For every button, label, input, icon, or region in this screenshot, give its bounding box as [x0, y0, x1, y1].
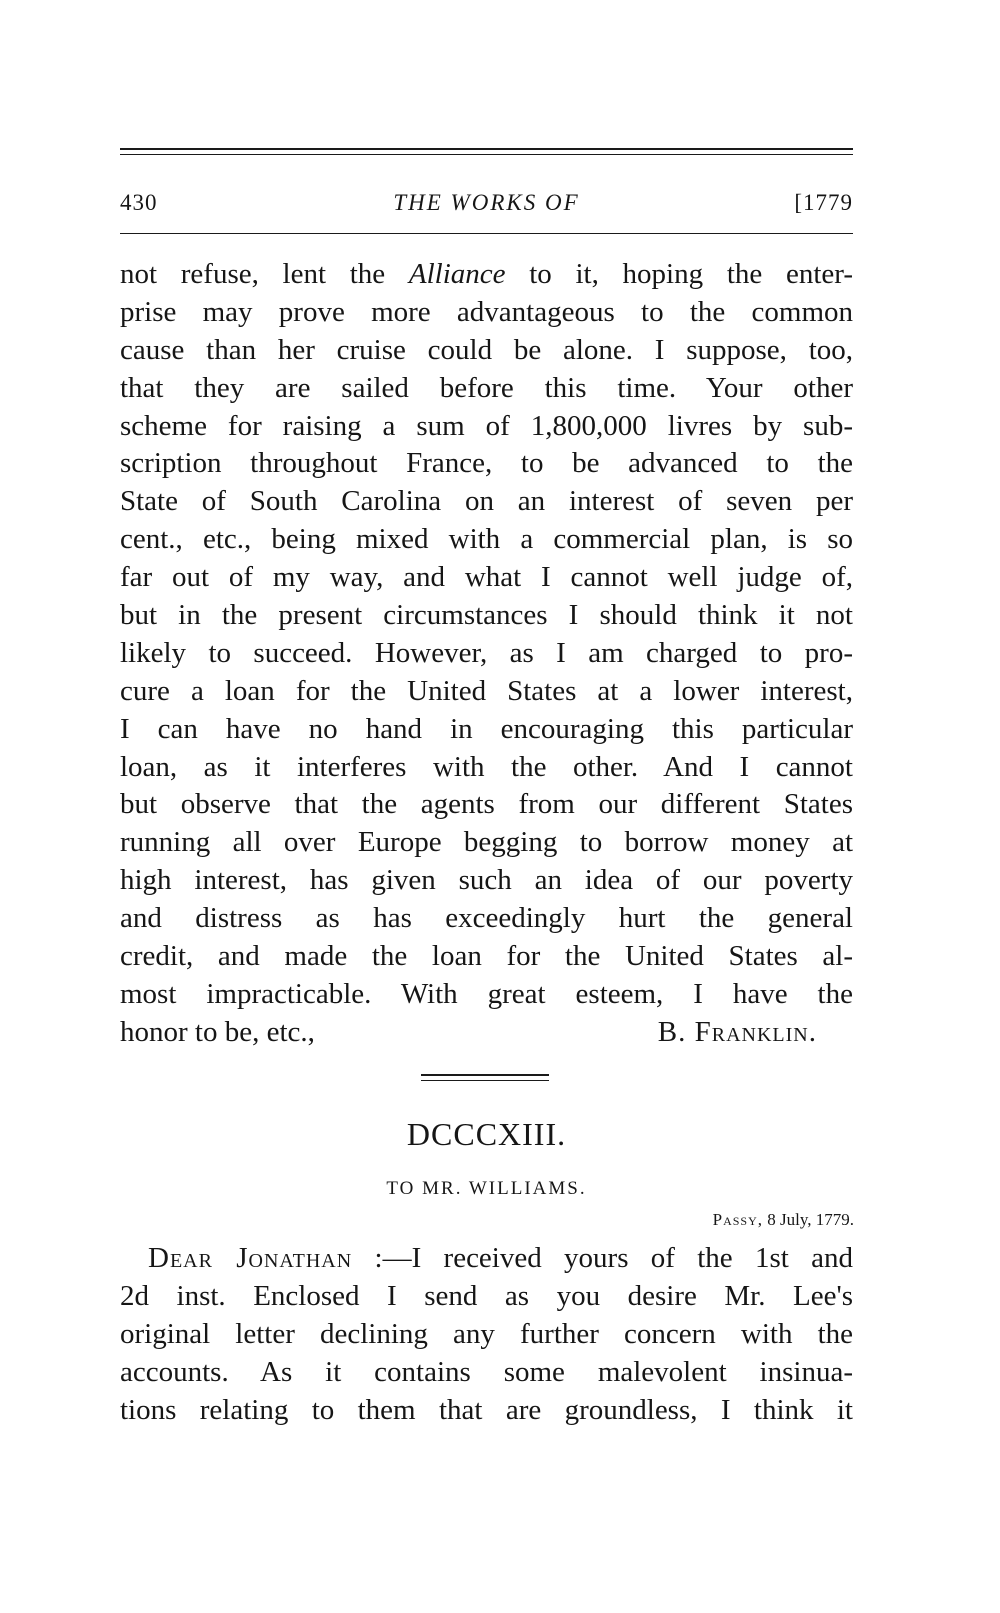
text-line: credit, and made the loan for the United States al-: [120, 940, 853, 973]
main-text: [120, 256, 853, 1052]
text-line: far out of my way, and what I cannot well judge of,: [120, 561, 853, 594]
header-rule: [120, 233, 853, 234]
letter-number: DCCCXIII.: [406, 1116, 567, 1152]
text-line: but observe that the agents from our different States: [120, 788, 853, 821]
letter-place: Passy,: [712, 1210, 763, 1229]
running-header: [120, 190, 853, 224]
text-line: Dear Jonathan :—I received yours of the 1st and: [148, 1242, 854, 1274]
ship-name: Alliance: [408, 258, 506, 290]
text-line: prise may prove more advantageous to the common: [120, 295, 853, 328]
text-line: 2d inst. Enclosed I send as you desire Mr. Lee's: [120, 1279, 853, 1312]
text-line: State of South Carolina on an interest of seven per: [120, 485, 853, 518]
text-line: tions relating to them that are groundless, I think it: [120, 1393, 853, 1426]
section-divider: [421, 1074, 549, 1076]
text-line: original letter declining any further concern with the: [120, 1317, 853, 1350]
page-number: 430: [120, 190, 158, 215]
salutation: Dear Jonathan: [148, 1242, 353, 1274]
text-line: scheme for raising a sum of 1,800,000 livres by sub-: [120, 409, 853, 442]
text-line: likely to succeed. However, as I am charged to pro-: [120, 636, 853, 669]
text-line: cause than her cruise could be alone. I suppose, too,: [120, 333, 853, 366]
text-line: I can have no hand in encouraging this particular: [120, 712, 853, 745]
text-line: scription throughout France, to be advanced to the: [120, 447, 853, 480]
letter-text: [120, 1240, 853, 1429]
text-line: most impracticable. With great esteem, I have the: [120, 977, 853, 1010]
header-rule: [120, 154, 853, 155]
header-rule: [120, 148, 853, 150]
text-line: but in the present circumstances I should think it not: [120, 599, 853, 632]
text-line: high interest, has given such an idea of our poverty: [120, 864, 853, 897]
text-line: loan, as it interferes with the other. And I cannot: [120, 750, 853, 783]
signature: B. Franklin.: [657, 1015, 817, 1048]
running-title: THE WORKS OF: [393, 190, 580, 215]
text-line: running all over Europe begging to borrow money at: [120, 826, 853, 859]
text-line: not refuse, lent the Alliance to it, hoping the enter-: [120, 258, 853, 290]
text-line: cent., etc., being mixed with a commercial plan, is so: [120, 523, 853, 556]
text-line: accounts. As it contains some malevolent insinua-: [120, 1355, 853, 1388]
header-year: [1779: [794, 190, 853, 215]
section-divider: [421, 1080, 549, 1081]
closing-line: [120, 1014, 853, 1052]
letter-dateline: [713, 1210, 854, 1230]
letter-recipient: TO MR. WILLIAMS.: [386, 1178, 587, 1199]
letter-date: 8 July, 1779.: [767, 1210, 854, 1229]
closing: honor to be, etc.,: [120, 1015, 315, 1048]
text-line: that they are sailed before this time. Your other: [120, 371, 853, 404]
text-line: cure a loan for the United States at a lower interest,: [120, 674, 853, 707]
text-line: and distress as has exceedingly hurt the general: [120, 902, 853, 935]
